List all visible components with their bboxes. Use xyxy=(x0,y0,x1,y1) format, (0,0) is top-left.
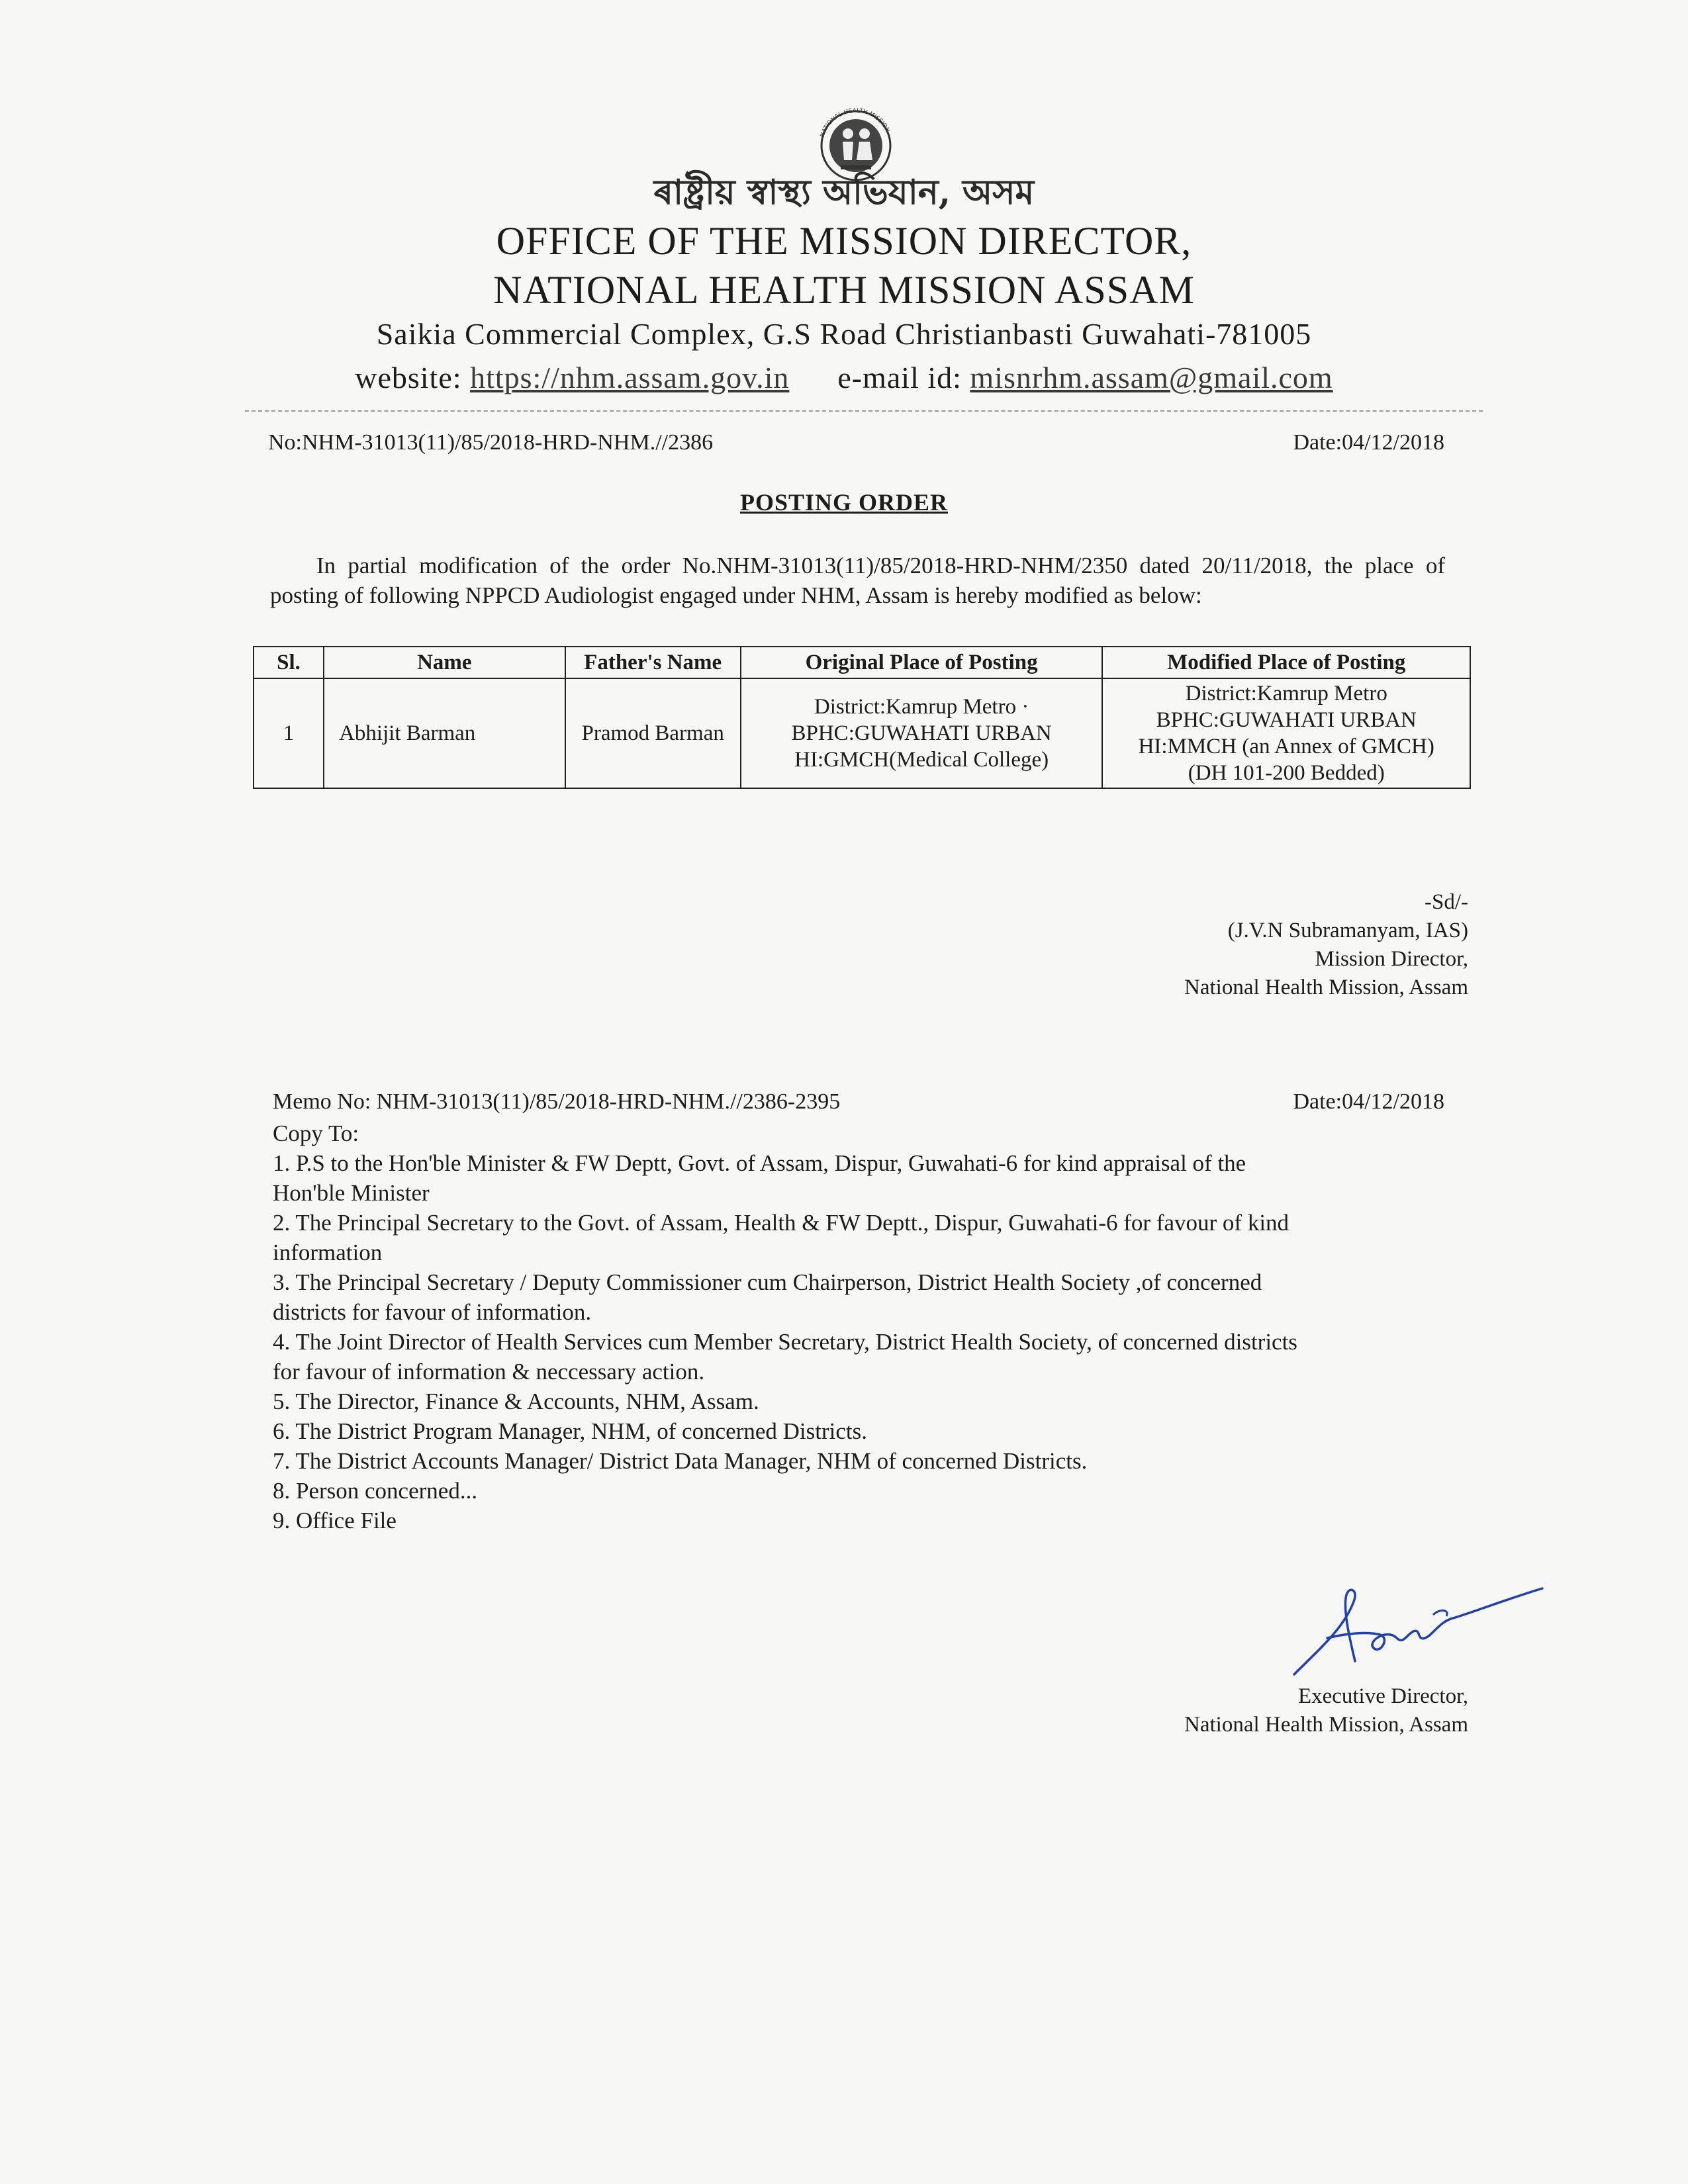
copy-to-label: Copy To: xyxy=(273,1120,359,1146)
list-item: 3. The Principal Secretary / Deputy Commissioner cum Chairperson, District Health Society ,of concerned xyxy=(273,1269,1262,1295)
header-fathers-name: Father's Name xyxy=(565,647,741,678)
original-bphc: BPHC:GUWAHATI URBAN xyxy=(791,721,1052,745)
list-item: 4. The Joint Director of Health Services cum Member Secretary, District Health Society, of concerned districts xyxy=(273,1329,1297,1355)
executive-organisation: National Health Mission, Assam xyxy=(1184,1713,1468,1737)
list-item: information xyxy=(273,1240,383,1265)
list-item: 1. P.S to the Hon'ble Minister & FW Deptt, Govt. of Assam, Dispur, Guwahati-6 for kind appraisal of the xyxy=(273,1150,1246,1176)
contact-line xyxy=(0,360,1688,395)
signatory-designation: Mission Director, xyxy=(1315,947,1468,971)
list-item: 2. The Principal Secretary to the Govt. of Assam, Health & FW Deptt., Dispur, Guwahati-6 for favour of kind xyxy=(273,1210,1289,1236)
address-line: Saikia Commercial Complex, G.S Road Christianbasti Guwahati-781005 xyxy=(376,317,1312,351)
list-item: 8. Person concerned... xyxy=(273,1478,478,1504)
table-row xyxy=(254,678,1470,788)
header-name: Name xyxy=(324,647,565,678)
signatory-organisation: National Health Mission, Assam xyxy=(1184,976,1468,999)
cell-original-posting xyxy=(741,678,1103,788)
executive-block xyxy=(1184,1682,1468,1739)
organisation-heading: NATIONAL HEALTH MISSION ASSAM xyxy=(493,268,1195,312)
header-sl: Sl. xyxy=(254,647,324,678)
cell-fathers-name: Pramod Barman xyxy=(565,678,741,788)
original-district: District:Kamrup Metro · xyxy=(814,695,1029,719)
order-number: No:NHM-31013(11)/85/2018-HRD-NHM.//2386 xyxy=(268,430,714,455)
header-modified-posting: Modified Place of Posting xyxy=(1102,647,1470,678)
signatory-name: (J.V.N Subramanyam, IAS) xyxy=(1227,919,1468,942)
list-item: districts for favour of information. xyxy=(273,1299,592,1325)
modified-bphc: BPHC:GUWAHATI URBAN xyxy=(1156,708,1417,732)
order-date: Date:04/12/2018 xyxy=(1293,430,1444,455)
modified-hi: HI:MMCH (an Annex of GMCH) xyxy=(1138,735,1434,758)
office-heading: OFFICE OF THE MISSION DIRECTOR, xyxy=(496,219,1192,263)
executive-designation: Executive Director, xyxy=(1297,1684,1468,1708)
bengali-org-title: ৰাষ্ট্ৰীয় স্বাস্থ্য অভিযান, অসম xyxy=(653,172,1035,212)
list-item: Hon'ble Minister xyxy=(273,1180,430,1206)
header-divider xyxy=(245,410,1483,412)
sd-mark: -Sd/- xyxy=(1425,890,1468,914)
handwritten-signature xyxy=(1281,1575,1546,1688)
intro-paragraph: In partial modification of the order No.NHM-31013(11)/85/2018-HRD-NHM/2350 dated 20/11/2018, the place of posting of following NPPCD Audiologist engaged under NHM, Assam is hereby modified as below: xyxy=(270,553,1445,608)
modified-district: District:Kamrup Metro xyxy=(1185,682,1387,705)
list-item: for favour of information & neccessary action. xyxy=(273,1359,705,1385)
list-item: 9. Office File xyxy=(273,1508,397,1533)
website-link[interactable]: https://nhm.assam.gov.in xyxy=(470,361,790,394)
document-title: POSTING ORDER xyxy=(739,489,949,516)
cell-sl: 1 xyxy=(254,678,324,788)
email-link[interactable]: misnrhm.assam@gmail.com xyxy=(970,361,1333,394)
modified-dh: (DH 101-200 Bedded) xyxy=(1188,761,1385,785)
website-label: website: xyxy=(355,361,462,394)
svg-text:NATIONAL HEALTH MISSION: NATIONAL HEALTH MISSION xyxy=(819,107,891,138)
cell-name: Abhijit Barman xyxy=(324,678,565,788)
memo-date: Date:04/12/2018 xyxy=(1293,1089,1444,1114)
email-label: e-mail id: xyxy=(837,361,962,394)
original-hi: HI:GMCH(Medical College) xyxy=(794,748,1049,772)
posting-table xyxy=(253,646,1471,789)
signatory-block xyxy=(1184,888,1468,1002)
table-header-row xyxy=(254,647,1470,678)
list-item: 7. The District Accounts Manager/ District Data Manager, NHM of concerned Districts. xyxy=(273,1448,1088,1474)
cell-modified-posting xyxy=(1102,678,1470,788)
copy-to-list xyxy=(273,1118,1464,1535)
list-item: 6. The District Program Manager, NHM, of concerned Districts. xyxy=(273,1418,868,1444)
header-original-posting: Original Place of Posting xyxy=(741,647,1103,678)
list-item: 5. The Director, Finance & Accounts, NHM, Assam. xyxy=(273,1388,759,1414)
memo-number: Memo No: NHM-31013(11)/85/2018-HRD-NHM.//2386-2395 xyxy=(273,1089,841,1114)
